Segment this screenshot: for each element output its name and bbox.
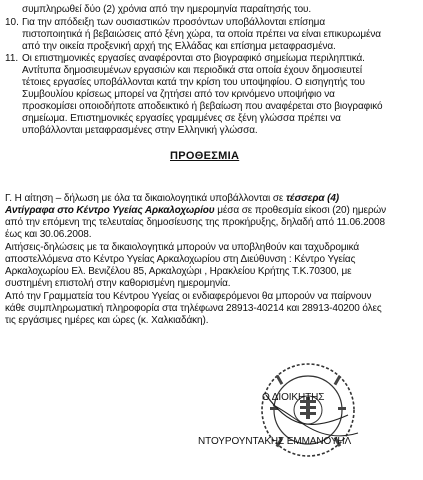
item-11-line: Οι επιστημονικές εργασίες αναφέρονται στο βιογραφικό σημείωμα περιληπτικά. <box>22 53 365 64</box>
contact-paragraph-line: κάθε συμπληρωματική πληροφορία στα τηλέφωνα 28913-40214 και 28913-40200 όλες <box>5 303 382 314</box>
contact-paragraph-line: τις εργάσιμες ημέρες και ώρες (κ. Χαλκιαδάκη). <box>5 315 209 326</box>
signatory-name: ΝΤΟΥΡΟΥΝΤΑΚΗΣ ΕΜΜΑΝΟΥΗΛ <box>198 436 352 447</box>
item-11-line: τέτοιες εργασίες υποβάλλονται κατά την κρίση του υποψηφίου. Ο εισηγητής του <box>22 77 365 88</box>
section-title: ΠΡΟΘΕΣΜΙΑ <box>170 150 240 162</box>
item-number: 10. <box>5 17 19 28</box>
copies-count: τέσσερα (4) <box>285 193 340 204</box>
copies-destination: Αντίγραφα στο Κέντρο Υγείας Αρκαλοχωρίου <box>5 205 215 216</box>
postal-paragraph-line: αποστελλόμενα στο Κέντρο Υγείας Αρκαλοχωρίου στη Διεύθυνση : Κέντρο Υγείας <box>5 254 356 265</box>
intro-line: συμπληρωθεί δύο (2) χρόνια από την ημερομηνία παραίτησής του. <box>22 4 312 15</box>
postal-paragraph-line: συστημένη επιστολή στην καθορισμένη ημερομηνία. <box>5 278 231 289</box>
contact-paragraph-line: Από την Γραμματεία του Κέντρου Υγείας οι ενδιαφερόμενοι θα μπορούν να παίρνουν <box>5 291 372 302</box>
item-10-line: πιστοποιητικά ή βεβαιώσεις από ξένη χώρα, τα οποία πρέπει να είναι επικυρωμένα <box>22 29 381 40</box>
item-11-line: Συμβουλίου κρίσεως μπορεί να ζητήσει από τον κρινόμενο υποψήφιο να <box>22 89 335 100</box>
item-11-line: υποβάλλονται μεταφρασμένες στην Ελληνική γλώσσα. <box>22 125 258 136</box>
postal-paragraph-line: Αιτήσεις-δηλώσεις με τα δικαιολογητικά μπορούν να υποβληθούν και ταχυδρομικά <box>5 242 360 253</box>
item-11-line: προσκομίσει οποιοδήποτε αποδεικτικό ή βεβαίωση που αναφέρεται στο βιογραφικό <box>22 101 383 112</box>
deadline-paragraph-line: από την επόμενη της τελευταίας δημοσίευσης της προκήρυξης, δηλαδή από 11.06.2008 <box>5 217 385 228</box>
deadline-paragraph-line <box>5 193 339 205</box>
deadline-paragraph-line <box>5 205 386 217</box>
postal-paragraph-line: Αρκαλοχωρίου Ελ. Βενιζέλου 85, Αρκαλοχώρι , Ηρακλείου Κρήτης Τ.Κ.70300, με <box>5 266 352 277</box>
item-10-line: από την οικεία προξενική αρχή της Ελλάδας και επίσημα μεταφρασμένα. <box>22 41 336 52</box>
item-11-line: σημείωμα. Επιστημονικές εργασίες γραμμένες σε ξένη γλώσσα πρέπει να <box>22 113 341 124</box>
deadline-text: μέσα σε προθεσμία είκοσι (20) ημερών <box>214 205 387 216</box>
item-number: 11. <box>5 53 19 64</box>
deadline-text: Γ. Η αίτηση – δήλωση με όλα τα δικαιολογητικά υποβάλλονται σε <box>5 193 286 204</box>
item-10-line: Για την απόδειξη των ουσιαστικών προσόντων υποβάλλονται επίσημα <box>22 17 326 28</box>
official-seal-icon <box>248 355 368 465</box>
item-11-line: Αντίτυπα δημοσιευμένων εργασιών και περιοδικά στα οποία έχουν δημοσιευτεί <box>22 65 363 76</box>
deadline-paragraph-line: έως και 30.06.2008. <box>5 229 92 240</box>
signatory-title: Ο ΔΙΟΙΚΗΤΗΣ <box>262 392 325 403</box>
